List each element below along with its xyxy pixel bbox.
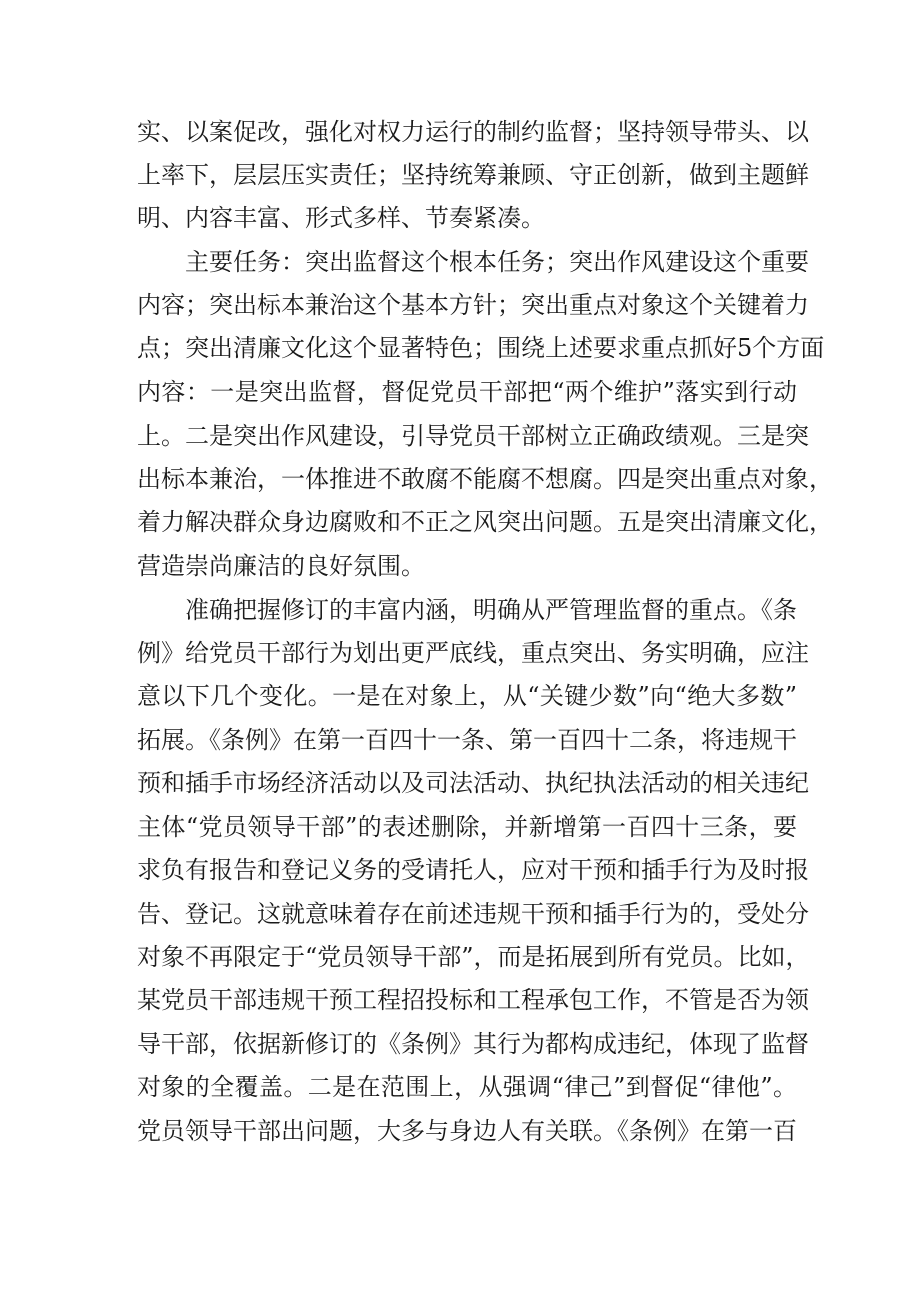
text-line: 出标本兼治，一体推进不敢腐不能腐不想腐。四是突出重点对象， (137, 465, 833, 493)
text-line: 上。二是突出作风建设，引导党员干部树立正确政绩观。三是突 (137, 422, 809, 450)
text-line: 内容；突出标本兼治这个基本方针；突出重点对象这个关键着力 (137, 291, 809, 319)
text-line: 拓展。《条例》在第一百四十一条、第一百四十二条，将违规干 (137, 726, 797, 754)
text-line: 点；突出清廉文化这个显著特色；围绕上述要求重点抓好5个方面 (137, 334, 825, 362)
text-line: 主体“党员领导干部”的表述删除，并新增第一百四十三条，要 (137, 813, 797, 841)
text-line: 上率下，层层压实责任；坚持统筹兼顾、守正创新，做到主题鲜 (137, 161, 809, 189)
text-line: 着力解决群众身边腐败和不正之风突出问题。五是突出清廉文化， (137, 508, 833, 536)
text-line: 实、以案促改，强化对权力运行的制约监督；坚持领导带头、以 (137, 118, 809, 146)
text-line: 导干部，依据新修订的《条例》其行为都构成违纪，体现了监督 (137, 1030, 809, 1058)
paragraph-first-line: 准确把握修订的丰富内涵，明确从严管理监督的重点。《条 (185, 596, 797, 624)
text-line: 求负有报告和登记义务的受请托人，应对干预和插手行为及时报 (137, 856, 809, 884)
text-line: 告、登记。这就意味着存在前述违规干预和插手行为的，受处分 (137, 900, 809, 928)
text-line: 内容：一是突出监督，督促党员干部把“两个维护”落实到行动 (137, 378, 797, 406)
text-line: 意以下几个变化。一是在对象上，从“关键少数”向“绝大多数” (137, 682, 797, 710)
text-line: 党员领导干部出问题，大多与身边人有关联。《条例》在第一百 (137, 1117, 797, 1145)
text-line: 对象的全覆盖。二是在范围上，从强调“律己”到督促“律他”。 (137, 1073, 797, 1101)
text-line: 某党员干部违规干预工程招投标和工程承包工作，不管是否为领 (137, 986, 809, 1014)
text-line: 营造崇尚廉洁的良好氛围。 (137, 552, 425, 580)
text-line: 预和插手市场经济活动以及司法活动、执纪执法活动的相关违纪 (137, 769, 809, 797)
text-line: 例》给党员干部行为划出更严底线，重点突出、务实明确，应注 (137, 639, 809, 667)
text-line: 对象不再限定于“党员领导干部”，而是拓展到所有党员。比如， (137, 943, 810, 971)
text-line: 明、内容丰富、形式多样、节奏紧凑。 (137, 204, 545, 232)
paragraph-first-line: 主要任务：突出监督这个根本任务；突出作风建设这个重要 (185, 248, 809, 276)
